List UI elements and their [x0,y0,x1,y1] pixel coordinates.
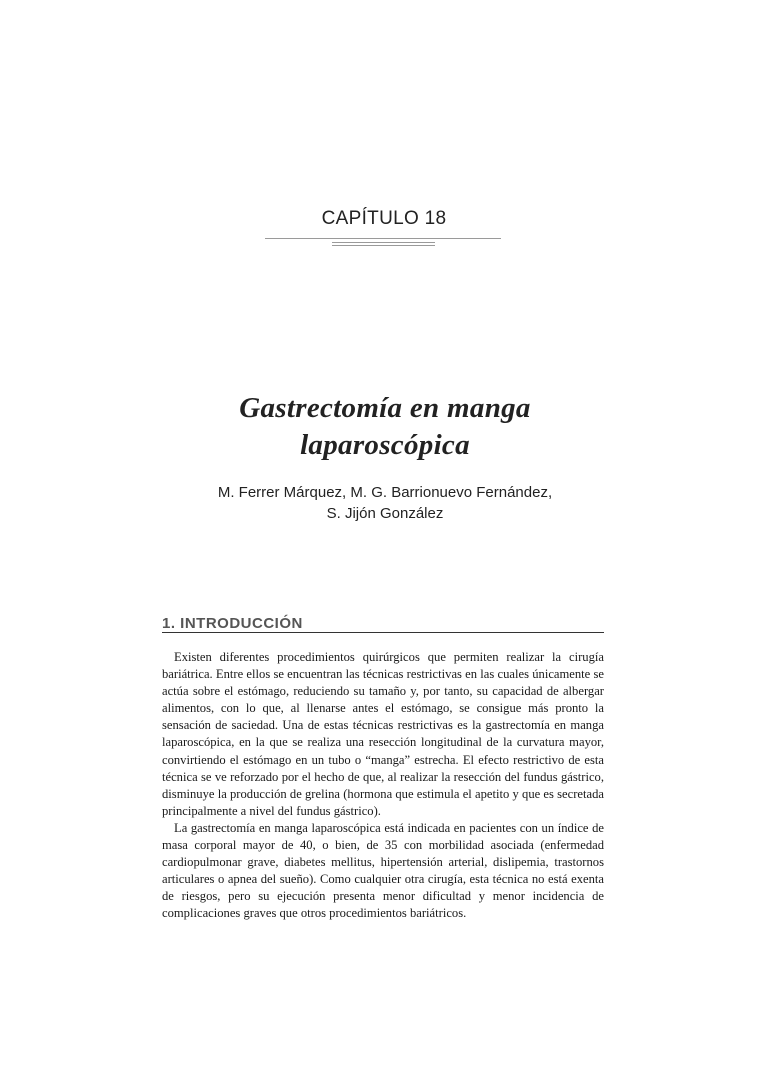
paragraph: Existen diferentes procedimientos quirúrgicos que permiten realizar la cirugía bariátrica. Entre ellos se encuentran las técnicas restrictivas en las cuales únicamente se actúa sobre el estómago, reduciendo su tamaño y, por tanto, su capacidad de albergar alimentos, con lo que, al llenarse antes el estómago, se consigue más pronto la sensación de saciedad. Una de estas técnicas restrictivas es la gastrectomía en manga laparoscópica, en la que se realiza una resección longitudinal de la curvatura mayor, convirtiendo el estómago en un tubo o “manga” estrecha. El efecto restrictivo de esta técnica se ve reforzado por el hecho de que, al realizar la resección del fundus gástrico, disminuye la producción de grelina (hormona que estimula el apetito y que es secretada principalmente a nivel del fundus gástrico). [162,650,604,818]
chapter-divider-short [332,242,435,243]
section-body [162,649,604,923]
chapter-divider [265,238,501,239]
chapter-divider-short [332,245,435,246]
chapter-title-line: Gastrectomía en manga [239,392,531,424]
paragraph: La gastrectomía en manga laparoscópica está indicada en pacientes con un índice de masa corporal mayor de 40, o bien, de 35 con morbilidad asociada (enfermedad cardiopulmonar grave, diabetes mellitus, hipertensión arterial, dislipemia, trastornos articulares o apnea del sueño). Como cualquier otra cirugía, esta técnica no está exenta de riesgos, pero su ejecución presenta menor dificultad y menor incidencia de complicaciones graves que otros procedimientos bariátricos. [162,820,604,921]
section-divider [162,632,604,633]
chapter-label: CAPÍTULO 18 [321,208,447,229]
authors [150,482,620,524]
section-heading: 1. INTRODUCCIÓN [162,615,303,632]
chapter-title-line: laparoscópica [300,429,470,461]
authors-line: M. Ferrer Márquez, M. G. Barrionuevo Fernández, [217,484,553,501]
authors-line: S. Jijón González [326,505,444,522]
chapter-title [150,390,620,464]
